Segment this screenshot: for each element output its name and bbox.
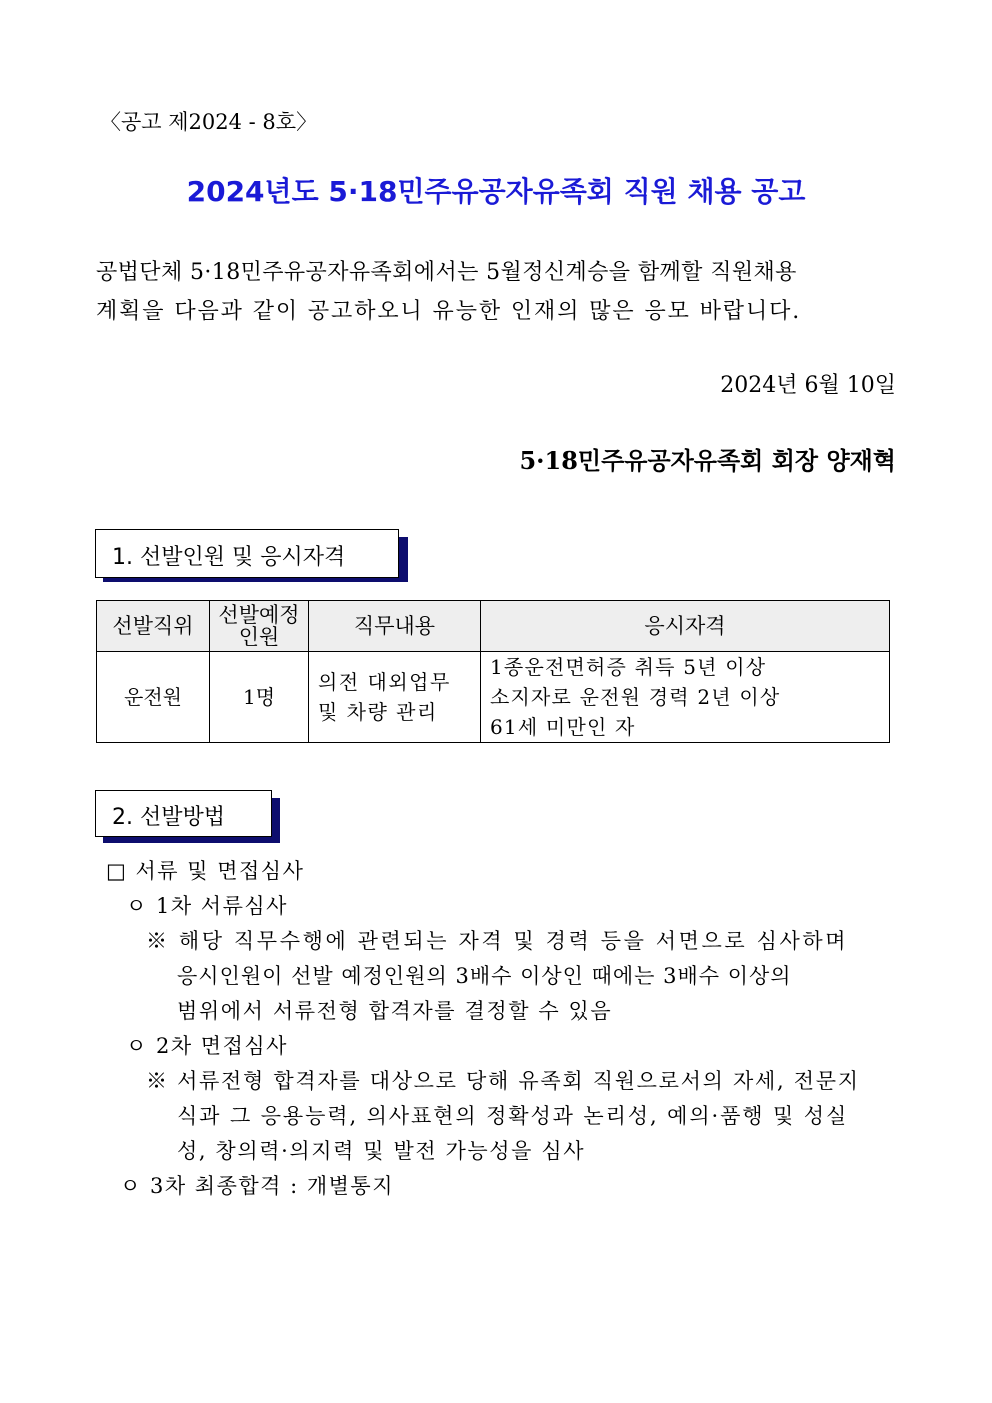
method-step-1: ㅇ 1차 서류심사 <box>126 894 288 918</box>
cell-qualification: 1종운전면허증 취득 5년 이상 소지자로 운전원 경력 2년 이상 61세 미만인 자 <box>481 652 890 743</box>
cell-duty: 의전 대외업무 및 차량 관리 <box>309 652 481 743</box>
header-count: 선발예정 인원 <box>210 601 309 652</box>
table-row <box>97 652 890 743</box>
method-step-2-note-cont: 성, 창의력·의지력 및 발전 가능성을 심사 <box>177 1139 586 1163</box>
intro-line-2: 계획을 다음과 같이 공고하오니 유능한 인재의 많은 응모 바랍니다. <box>96 299 802 324</box>
header-position: 선발직위 <box>97 601 210 652</box>
page-title: 2024년도 5·18민주유공자유족회 직원 채용 공고 <box>186 175 806 208</box>
method-step-2: ㅇ 2차 면접심사 <box>126 1034 288 1058</box>
cell-position: 운전원 <box>97 652 210 743</box>
section2-heading: 2. 선발방법 <box>112 805 225 830</box>
section1-heading: 1. 선발인원 및 응시자격 <box>112 545 346 570</box>
method-step-2-note-cont: 식과 그 응용능력, 의사표현의 정확성과 논리성, 예의·품행 및 성실 <box>177 1104 849 1128</box>
method-step-2-note: ※ 서류전형 합격자를 대상으로 당해 유족회 직원으로서의 자세, 전문지 <box>146 1069 860 1093</box>
notice-date: 2024년 6월 10일 <box>720 373 896 398</box>
cell-count: 1명 <box>210 652 309 743</box>
method-step-3: ㅇ 3차 최종합격 : 개별통지 <box>120 1174 394 1198</box>
header-qualification: 응시자격 <box>481 601 890 652</box>
signer: 5·18민주유공자유족회 회장 양재혁 <box>519 446 896 475</box>
table-header-row <box>97 601 890 652</box>
header-duty: 직무내용 <box>309 601 481 652</box>
intro-line-1: 공법단체 5·18민주유공자유족회에서는 5월정신계승을 함께할 직원채용 <box>96 260 797 285</box>
method-item-heading: □ 서류 및 면접심사 <box>106 859 305 883</box>
method-step-1-note-cont: 범위에서 서류전형 합격자를 결정할 수 있음 <box>177 999 613 1023</box>
notice-number: 〈공고 제2024 - 8호〉 <box>100 110 318 134</box>
method-step-1-note: ※ 해당 직무수행에 관련되는 자격 및 경력 등을 서면으로 심사하며 <box>146 929 849 953</box>
positions-table <box>96 600 890 743</box>
method-step-1-note-cont: 응시인원이 선발 예정인원의 3배수 이상인 때에는 3배수 이상의 <box>177 964 792 988</box>
